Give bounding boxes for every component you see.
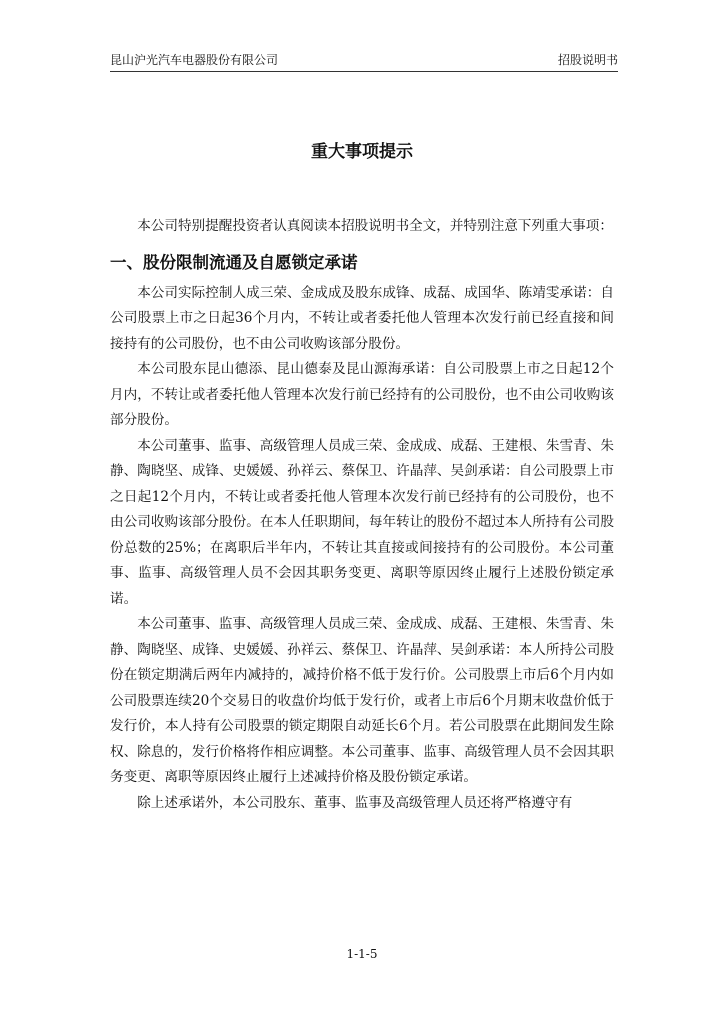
header-document-type: 招股说明书 (557, 53, 618, 67)
intro-paragraph: 本公司特别提醒投资者认真阅读本招股说明书全文，并特别注意下列重大事项： (137, 218, 613, 234)
section-heading: 一、股份限制流通及自愿锁定承诺 (110, 252, 358, 272)
paragraph-2: 本公司股东昆山德添、昆山德泰及昆山源海承诺：自公司股票上市之日起12个月内，不转让或者委托他人管理本次发行前已经持有的公司股份，也不由公司收购该部分股份。 (110, 361, 614, 428)
page-header (110, 49, 618, 72)
paragraph-1: 本公司实际控制人成三荣、金成成及股东成锋、成磊、成国华、陈靖雯承诺：自公司股票上市之日起36个月内，不转让或者委托他人管理本次发行前已经直接和间接持有的公司股份，也不由公司收购该部分股份。 (110, 284, 614, 352)
paragraph-5: 除上述承诺外，本公司股东、董事、监事及高级管理人员还将严格遵守有 (137, 794, 573, 811)
page-title: 重大事项提示 (311, 142, 413, 162)
header-company-name: 昆山沪光汽车电器股份有限公司 (110, 53, 279, 67)
document-body (110, 214, 614, 816)
paragraph-4: 本公司董事、监事、高级管理人员成三荣、金成成、成磊、王建根、朱雪青、朱静、陶晓坚、成锋、史媛媛、孙祥云、蔡保卫、许晶萍、吴剑承诺：本人所持公司股份在锁定期满后两年内减持的，减持价格不低于发行价。公司股票上市后6个月内如公司股票连续20个交易日的收盘价均低于发行价，或者上市后6个月期末收盘价低于发行价，本人持有公司股票的锁定期限自动延长6个月。若公司股票在此期间发生除权、除息的，发行价格将作相应调整。本公司董事、监事、高级管理人员不会因其职务变更、离职等原因终止履行上述减持价格及股份锁定承诺。 (110, 616, 614, 785)
paragraph-3: 本公司董事、监事、高级管理人员成三荣、金成成、成磊、王建根、朱雪青、朱静、陶晓坚、成锋、史媛媛、孙祥云、蔡保卫、许晶萍、吴剑承诺：自公司股票上市之日起12个月内，不转让或者委托他人管理本次发行前已经持有的公司股份，也不由公司收购该部分股份。在本人任职期间，每年转让的股份不超过本人所持有公司股份总数的25%；在离职后半年内，不转让其直接或间接持有的公司股份。本公司董事、监事、高级管理人员不会因其职务变更、离职等原因终止履行上述股份锁定承诺。 (110, 437, 614, 607)
page-number: 1-1-5 (346, 947, 378, 961)
